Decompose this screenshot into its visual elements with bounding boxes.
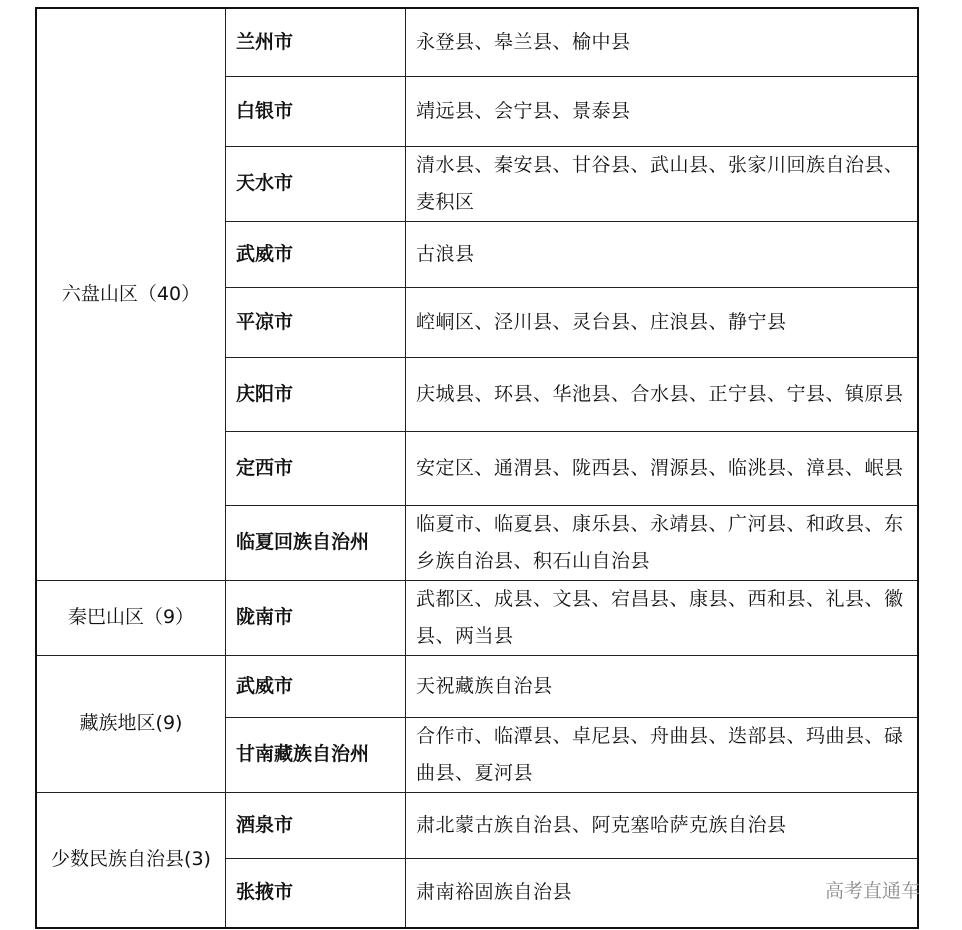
city-cell: 天水市 <box>226 146 406 221</box>
city-cell: 张掖市 <box>226 858 406 928</box>
counties-cell: 崆峒区、泾川县、灵台县、庄浪县、静宁县 <box>406 287 919 357</box>
table-row <box>36 792 918 858</box>
region-cell: 秦巴山区（9） <box>36 580 226 655</box>
city-cell: 陇南市 <box>226 580 406 655</box>
watermark: 高考直通车 <box>825 880 921 902</box>
counties-cell: 临夏市、临夏县、康乐县、永靖县、广河县、和政县、东乡族自治县、积石山自治县 <box>406 505 919 580</box>
counties-cell: 肃南裕固族自治县 <box>406 858 919 928</box>
counties-cell: 靖远县、会宁县、景泰县 <box>406 76 919 146</box>
counties-cell: 武都区、成县、文县、宕昌县、康县、西和县、礼县、徽县、两当县 <box>406 580 919 655</box>
poverty-county-table <box>35 7 919 929</box>
counties-cell: 古浪县 <box>406 221 919 287</box>
region-cell: 六盘山区（40） <box>36 8 226 580</box>
table-row <box>36 8 918 76</box>
counties-cell: 肃北蒙古族自治县、阿克塞哈萨克族自治县 <box>406 792 919 858</box>
counties-cell: 天祝藏族自治县 <box>406 655 919 717</box>
region-cell: 少数民族自治县(3) <box>36 792 226 928</box>
city-cell: 酒泉市 <box>226 792 406 858</box>
counties-cell: 清水县、秦安县、甘谷县、武山县、张家川回族自治县、麦积区 <box>406 146 919 221</box>
city-cell: 平凉市 <box>226 287 406 357</box>
counties-cell: 安定区、通渭县、陇西县、渭源县、临洮县、漳县、岷县 <box>406 431 919 505</box>
city-cell: 甘南藏族自治州 <box>226 717 406 792</box>
city-cell: 临夏回族自治州 <box>226 505 406 580</box>
counties-cell: 永登县、皋兰县、榆中县 <box>406 8 919 76</box>
city-cell: 白银市 <box>226 76 406 146</box>
city-cell: 定西市 <box>226 431 406 505</box>
table-row <box>36 580 918 655</box>
city-cell: 武威市 <box>226 221 406 287</box>
city-cell: 兰州市 <box>226 8 406 76</box>
region-cell: 藏族地区(9) <box>36 655 226 792</box>
counties-cell: 合作市、临潭县、卓尼县、舟曲县、迭部县、玛曲县、碌曲县、夏河县 <box>406 717 919 792</box>
city-cell: 武威市 <box>226 655 406 717</box>
counties-cell: 庆城县、环县、华池县、合水县、正宁县、宁县、镇原县 <box>406 357 919 431</box>
city-cell: 庆阳市 <box>226 357 406 431</box>
table-row <box>36 655 918 717</box>
